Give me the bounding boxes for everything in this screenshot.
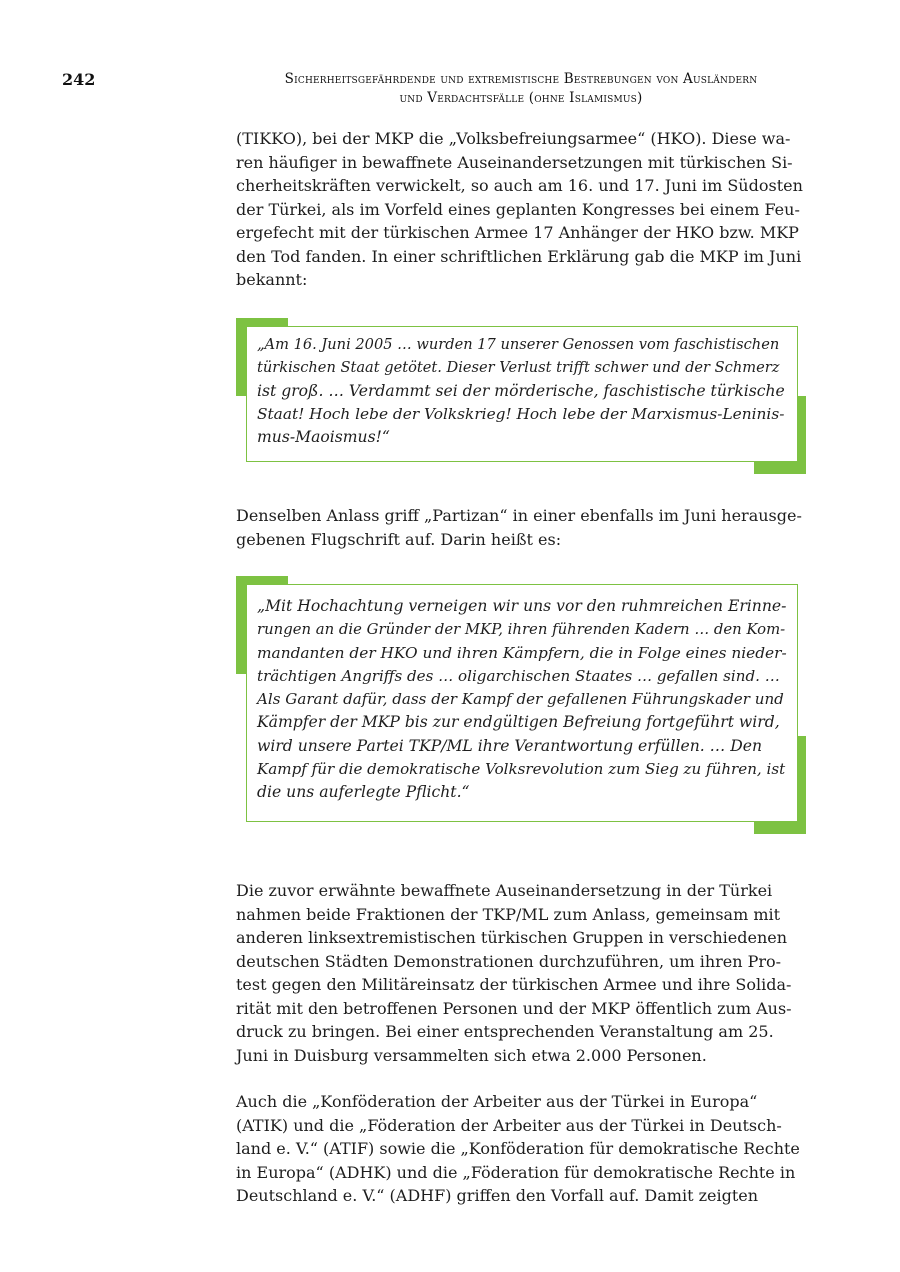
running-head-line-1: Sicherheitsgefährdende und extremistische Bestrebungen von Ausländern xyxy=(284,71,758,87)
quote-line: „Mit Hochachtung verneigen wir uns vor den ruhmreichen Erinne- xyxy=(257,597,787,615)
paragraph-2 xyxy=(236,504,806,551)
page-number: 242 xyxy=(62,70,96,89)
text-line: test gegen den Militäreinsatz der türkischen Armee und ihre Solida- xyxy=(236,975,792,994)
paragraph-3 xyxy=(236,879,806,1067)
text-line: den Tod fanden. In einer schriftlichen Erklärung gab die MKP im Juni xyxy=(236,246,802,266)
text-line: cherheitskräften verwickelt, so auch am 16. und 17. Juni im Südosten xyxy=(236,176,803,195)
text-line: in Europa“ (ADHK) und die „Föderation für demokratische Rechte in xyxy=(236,1162,796,1182)
quote-line: ist groß. … Verdammt sei der mörderische, faschistische türkische xyxy=(257,381,785,400)
text-line: deutschen Städten Demonstrationen durchzuführen, um ihren Pro- xyxy=(236,951,782,971)
text-line: ren häufiger in bewaffnete Auseinandersetzungen mit türkischen Si- xyxy=(236,152,793,172)
text-line: (ATIK) und die „Föderation der Arbeiter aus der Türkei in Deutsch- xyxy=(236,1115,782,1135)
quote-line: rungen an die Gründer der MKP, ihren führenden Kadern … den Kom- xyxy=(257,620,786,639)
quote-box-2 xyxy=(236,576,806,834)
text-line: druck zu bringen. Bei einer entsprechenden Veranstaltung am 25. xyxy=(236,1022,774,1041)
paragraph-1 xyxy=(236,127,806,292)
quote-text-2 xyxy=(257,595,787,805)
quote-line: trächtigen Angriffs des … oligarchischen Staates … gefallen sind. … xyxy=(257,666,780,685)
text-line: bekannt: xyxy=(236,270,308,289)
quote-frame xyxy=(246,584,798,822)
text-line: Deutschland e. V.“ (ADHF) griffen den Vorfall auf. Damit zeigten xyxy=(236,1186,759,1205)
text-line: Denselben Anlass griff „Partizan“ in einer ebenfalls im Juni herausge- xyxy=(236,506,802,525)
text-line: Juni in Duisburg versammelten sich etwa 2.000 Personen. xyxy=(236,1045,707,1065)
quote-line: die uns auferlegte Pflicht.“ xyxy=(257,783,470,802)
text-line: gebenen Flugschrift auf. Darin heißt es: xyxy=(236,529,562,549)
quote-line: Kämpfer der MKP bis zur endgültigen Befreiung fortgeführt wird, xyxy=(257,713,780,732)
quote-line: Als Garant dafür, dass der Kampf der gefallenen Führungskader und xyxy=(257,690,784,709)
text-line: Auch die „Konföderation der Arbeiter aus der Türkei in Europa“ xyxy=(236,1092,758,1111)
quote-line: mus-Maoismus!“ xyxy=(257,428,390,447)
running-head xyxy=(236,70,806,108)
quote-frame xyxy=(246,326,798,462)
text-line: ergefecht mit der türkischen Armee 17 Anhänger der HKO bzw. MKP xyxy=(236,223,799,242)
quote-text-1 xyxy=(257,333,785,449)
text-line: Die zuvor erwähnte bewaffnete Auseinandersetzung in der Türkei xyxy=(236,881,773,900)
text-line: land e. V.“ (ATIF) sowie die „Konföderation für demokratische Rechte xyxy=(236,1139,800,1158)
quote-line: mandanten der HKO und ihren Kämpfern, die in Folge eines nieder- xyxy=(257,643,787,662)
quote-line: wird unsere Partei TKP/ML ihre Verantwortung erfüllen. … Den xyxy=(257,736,762,755)
quote-line: „Am 16. Juni 2005 … wurden 17 unserer Genossen vom faschistischen xyxy=(257,336,780,353)
text-line: anderen linksextremistischen türkischen Gruppen in verschiedenen xyxy=(236,928,788,947)
text-line: der Türkei, als im Vorfeld eines geplanten Kongresses bei einem Feu- xyxy=(236,199,800,219)
text-line: (TIKKO), bei der MKP die „Volksbefreiungsarmee“ (HKO). Diese wa- xyxy=(236,129,791,148)
paragraph-4 xyxy=(236,1090,806,1208)
quote-box-1 xyxy=(236,318,806,474)
quote-line: Staat! Hoch lebe der Volkskrieg! Hoch lebe der Marxismus-Leninis- xyxy=(257,404,785,423)
running-head-line-2: und Verdachtsfälle (ohne Islamismus) xyxy=(399,90,643,106)
text-line: nahmen beide Fraktionen der TKP/ML zum Anlass, gemeinsam mit xyxy=(236,904,781,924)
quote-line: türkischen Staat getötet. Dieser Verlust trifft schwer und der Schmerz xyxy=(257,359,780,377)
text-line: rität mit den betroffenen Personen und der MKP öffentlich zum Aus- xyxy=(236,998,792,1018)
quote-line: Kampf für die demokratische Volksrevolution zum Sieg zu führen, ist xyxy=(257,760,786,779)
